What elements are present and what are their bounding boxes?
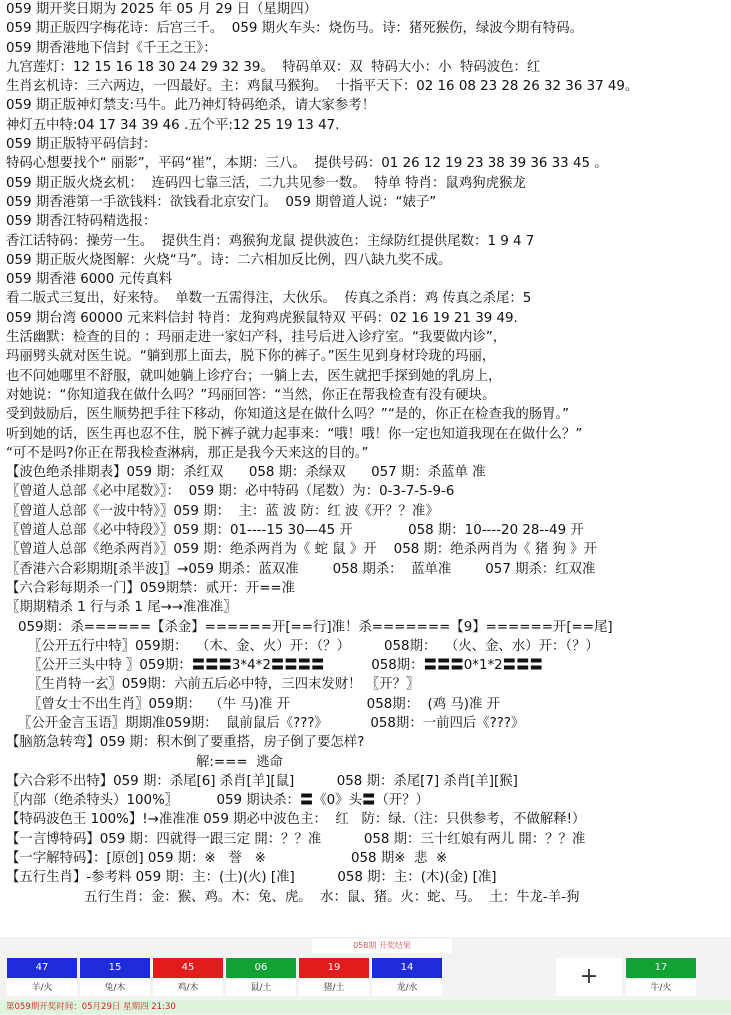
draw-time: 第059期开奖时间：05月29日 星期四 21:30 (0, 1000, 731, 1014)
text-line: 059 期正版火烧玄机： 连码四七靠三活，二九共见参一数。 特单 特肖：鼠鸡狗虎猴龙 (6, 175, 526, 191)
text-line: 受到鼓励后，医生顺势把手往下移动，你知道这是在做什么吗？”“是的，你正在检查我的肠胃。” (6, 407, 570, 423)
text-line: 〖香港六合彩期期[杀半波]〗→059 期杀：蓝双准 058 期杀： 蓝单准 057 期杀：红双准 (6, 561, 596, 577)
text-line: 解:=== 逃命 (196, 754, 283, 770)
text-line: 看二版式三复出，好来特。 单数一五需得注，大伙乐。 传真之杀肖：鸡 传真之杀尾：5 (6, 291, 532, 307)
text-line: 〖期期精杀 1 行与杀 1 尾→→准准准〗 (6, 600, 237, 616)
text-line: 对她说：“你知道我在做什么吗？”玛丽回答：“当然，你正在帮我检查有没有硬块。 (6, 387, 496, 403)
text-line: 059 期正版火烧图解：火烧“马”。诗：二六相加反比例，四八缺九奖不成。 (6, 252, 452, 268)
text-line: 059 期开奖日期为 2025 年 05 月 29 日（星期四） (6, 2, 317, 17)
text-line: 059期：杀======【杀金】======开[==行]准！杀=======【9】======开[==尾] (18, 619, 613, 635)
text-line: 九宫莲灯：12 15 16 18 30 24 29 32 39。 特码单双：双 特码大小：小 特码波色：红 (6, 59, 541, 75)
text-line: 【特码波色王 100%】!→准准准 059 期必中波色主： 红 防：绿.（注：只供参考，不做解释!） (6, 812, 586, 828)
text-line: 【五行生肖】-参考料 059 期：主：(土)(火) [准] 058 期：主：(木)(金) [准] (6, 870, 497, 886)
result-special-zodiac: 牛/火 (626, 980, 696, 996)
text-line: 生活幽默：检查的目的 ：玛丽走进一家妇产科，挂号后进入诊疗室。“我要做内诊”， (6, 330, 507, 346)
text-line: 〖公开五行中特〗059期： （木、金、火）开：（？） 058期： （火、金、水）开：（？） (28, 638, 599, 654)
text-line: 【脑筋急转弯】059 期：积木倒了要重搭，房子倒了要怎样? (6, 735, 365, 751)
result-zodiac-4: 鼠/土 (226, 980, 296, 996)
text-line: 香江话特码：操劳一生。 提供生肖：鸡猴狗龙鼠 提供波色：主绿防红提供尾数：1 9 4 7 (6, 233, 535, 249)
result-ball-6: 14 (372, 958, 442, 978)
result-zodiac-1: 羊/火 (7, 980, 77, 996)
text-line: 059 期正版四字梅花诗：后宫三千。 059 期火车头：烧伤马。诗：猪死猴伤，绿波今期有特码。 (6, 21, 583, 37)
text-line: 〖曾道人总部《必中尾数》〗： 059 期：必中特码（尾数）为：0-3-7-5-9-6 (6, 484, 455, 500)
text-line: 神灯五中特:04 17 34 39 46 .五个平:12 25 19 13 47. (6, 117, 340, 133)
text-line: 生肖玄机诗：三六两边，一四最好。主：鸡鼠马猴狗。 十指平天下：02 16 08 23 28 26 32 36 37 49。 (6, 79, 639, 95)
result-ball-1: 47 (7, 958, 77, 978)
result-label: 058期 开奖结果 (312, 939, 452, 953)
result-ball-4: 06 (226, 958, 296, 978)
text-line: “可不是吗?你正在帮我检查淋病，那正是我今天来这的目的。” (6, 445, 369, 461)
result-ball-2: 15 (80, 958, 150, 978)
text-line: 059 期香江特码精选报： (6, 214, 157, 230)
text-line: 059 期正版特平码信封： (6, 137, 157, 153)
plus-icon: + (556, 958, 622, 996)
text-line: 【波色绝杀排期表】059 期：杀红双 058 期：杀绿双 057 期：杀蓝单 准 (6, 465, 486, 481)
result-zodiac-3: 鸡/木 (153, 980, 223, 996)
result-zodiac-2: 兔/木 (80, 980, 150, 996)
result-special-ball: 17 (626, 958, 696, 978)
text-line: 059 期台湾 60000 元来料信封 特肖：龙狗鸡虎猴鼠特双 平码：02 16 19 21 39 49. (6, 310, 518, 326)
text-line: 059 期香港地下信封《千王之王》： (6, 40, 217, 56)
text-line: 〖曾道人总部《一波中特》〗059 期： 主：蓝 波 防：红 波《开？？准》 (6, 503, 439, 519)
text-line: 059 期香港第一手欲钱料：欲钱看北京安门。 059 期曾道人说：“婊子” (6, 194, 437, 210)
result-ball-3: 45 (153, 958, 223, 978)
text-line: 〖公开金言玉语〗期期准059期： 鼠前鼠后《???》 058期：一前四后《???》 (18, 715, 525, 731)
text-line: 【一字解特码】：[原创] 059 期：※ 誉 ※ 058 期※ 悲 ※ (6, 851, 448, 867)
result-ball-5: 19 (299, 958, 369, 978)
text-line: 【六合彩每期杀一门】059期禁：贰开：开==准 (6, 580, 296, 596)
text-line: 玛丽劈头就对医生说。“躺到那上面去，脱下你的裤子。”医生见到身材玲珑的玛丽， (6, 349, 496, 365)
text-line: 〖生肖特一玄〗059期：六前五后必中特，三四末发财！ 〖开？〗 (28, 677, 420, 693)
text-line: 059 期正版神灯禁支:马牛。此乃神灯特码绝杀，请大家参考！ (6, 98, 376, 114)
result-zodiac-6: 龙/水 (372, 980, 442, 996)
text-line: 也不问她哪里不舒服，就叫她躺上诊疗台；一躺上去，医生就把手探到她的乳房上， (6, 368, 502, 384)
text-line: 五行生肖：金：猴、鸡。木：兔、虎。 水：鼠、猪。火：蛇、马。 土：牛龙-羊-狗 (84, 889, 580, 905)
text-line: 〖曾道人总部《绝杀两肖》〗059 期：绝杀两肖为《 蛇 鼠 》开 058 期：绝杀两肖为《 猪 狗 》开 (6, 542, 597, 558)
lottery-result-bar (0, 937, 731, 1015)
text-line: 〖曾道人总部《必中特段》〗059 期：01----15 30—45 开 058 期：10----20 28--49 开 (6, 523, 584, 539)
text-line: 听到她的话，医生再也忍不住，脱下裤子就力起事来：“哦！哦！你一定也知道我现在在做什么？” (6, 426, 583, 442)
text-line: 〖内部（绝杀特头）100%〗 059 期诀杀：〓《0》头〓（开？） (6, 793, 429, 809)
text-line: 059 期香港 6000 元传真料 (6, 272, 173, 288)
text-line: 特码心想要找个“ 丽影”，平码“崔”，本期：三八。 提供号码：01 26 12 19 23 38 39 36 33 45 。 (6, 156, 608, 172)
result-zodiac-5: 猪/土 (299, 980, 369, 996)
text-line: 【一言博特码】059 期：四就得一跟三定 開：？？准 058 期：三十红娘有两儿 開：？？准 (6, 831, 586, 847)
text-line: 〖公开三头中特 〗059期：〓〓〓3*4*2〓〓〓〓 058期：〓〓〓0*1*2〓〓〓 (28, 658, 543, 674)
document-body (6, 0, 728, 907)
text-line: 【六合彩不出特】059 期：杀尾[6] 杀肖[羊][鼠] 058 期：杀尾[7] 杀肖[羊][猴] (6, 773, 518, 789)
text-line: 〖曾女士不出生肖〗059期： （牛 马)准 开 058期： (鸡 马)准 开 (28, 696, 501, 712)
